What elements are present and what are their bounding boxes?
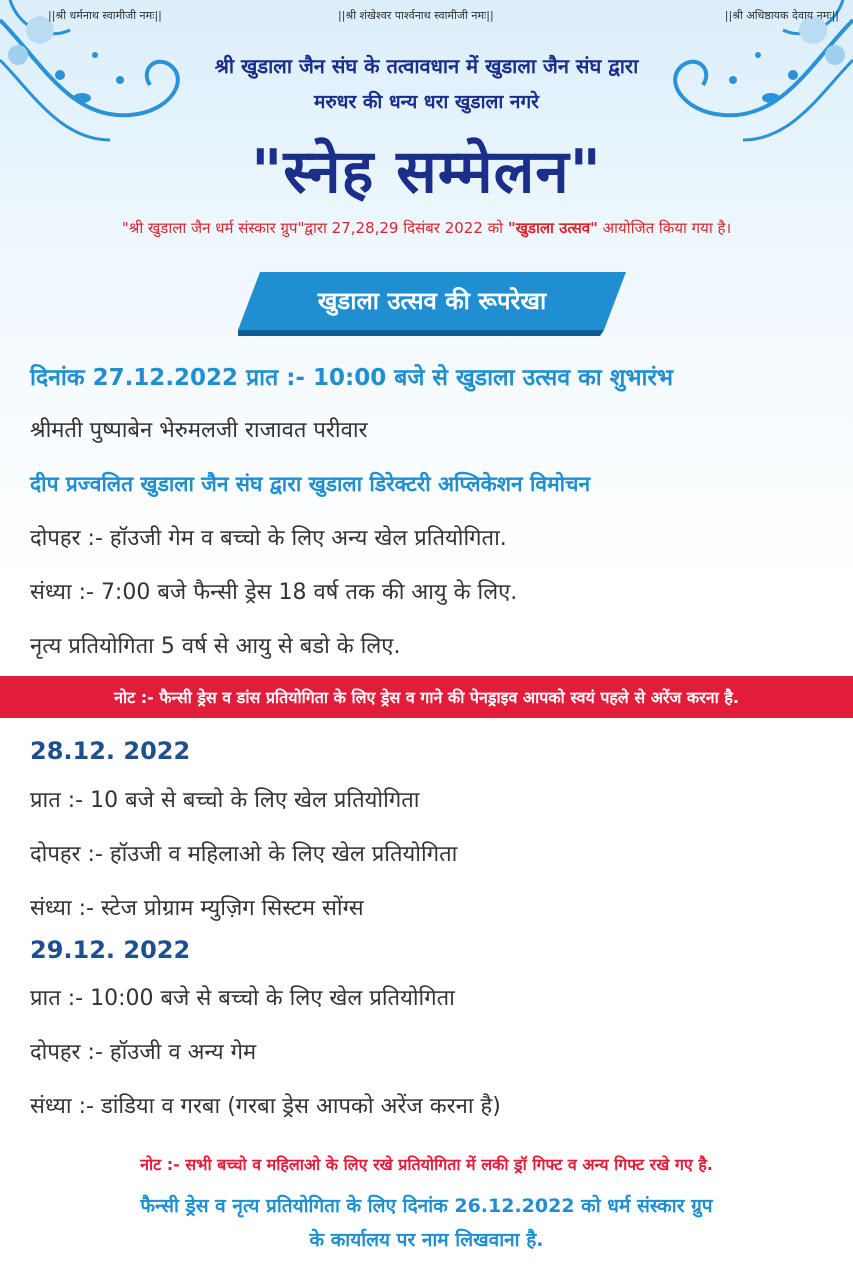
day1-dance: नृत्य प्रतियोगिता 5 वर्ष से आयु से बडो के लिए. — [30, 634, 401, 659]
day2-evening: संध्या :- स्टेज प्रोग्राम म्युज़िग सिस्टम सोंग्स — [30, 896, 364, 921]
event-title: "स्नेह सम्मेलन" — [251, 137, 602, 207]
intro-highlight: "खुडाला उत्सव" — [507, 219, 598, 237]
day1-heading: दिनांक 27.12.2022 प्रात :- 10:00 बजे से खुडाला उत्सव का शुभारंभ — [30, 365, 674, 391]
day2-afternoon: दोपहर :- हॉउजी व महिलाओ के लिए खेल प्रतियोगिता — [30, 842, 458, 867]
note-lucky-draw: नोट :- सभी बच्चो व महिलाओ के लिए रखे प्रतियोगिता में लकी ड्रॉ गिफ्ट व अन्य गिफ्ट रखे गए है. — [140, 1155, 713, 1174]
day3-morning: प्रात :- 10:00 बजे से बच्चो के लिए खेल प्रतियोगिता — [30, 986, 455, 1011]
day1-evening: संध्या :- 7:00 बजे फैन्सी ड्रेस 18 वर्ष तक की आयु के लिए. — [30, 580, 518, 605]
banner-label: खुडाला उत्सव की रूपरेखा — [317, 287, 547, 315]
day3-evening: संध्या :- डांडिया व गरबा (गरबा ड्रेस आपको अरेंज करना है) — [30, 1094, 501, 1119]
day1-family: श्रीमती पुष्पाबेन भेरुमलजी राजावत परीवार — [30, 418, 368, 443]
invocation-right: ||श्री अधिष्ठायक देवाय नमः|| — [724, 9, 839, 22]
day1-afternoon: दोपहर :- हॉउजी गेम व बच्चो के लिए अन्य खेल प्रतियोगिता. — [30, 526, 507, 551]
intro-line — [0, 218, 853, 238]
invocation-center: ||श्री शंखेश्वर पार्श्वनाथ स्वामीजी नमः|| — [338, 9, 494, 22]
registration-line-2: के कार्यालय पर नाम लिखवाना है. — [309, 1229, 544, 1251]
note-dress-dance: नोट :- फैन्सी ड्रेस व डांस प्रतियोगिता के लिए ड्रेस व गाने की पेनड्राइव आपको स्वयं पहले से अरेंज करना है. — [114, 688, 739, 707]
intro-text-1: "श्री खुडाला जैन धर्म संस्कार ग्रुप"द्वारा 27,28,29 दिसंबर 2022 को — [121, 219, 508, 237]
day1-launch: दीप प्रज्वलित खुडाला जैन संघ द्वारा खुडाला डिरेक्टरी अप्लिकेशन विमोचन — [30, 472, 591, 496]
day2-date: 28.12. 2022 — [30, 737, 191, 765]
intro-text-2: आयोजित किया गया है। — [597, 219, 732, 237]
invocation-left: ||श्री धर्मनाथ स्वामीजी नमः|| — [48, 9, 162, 22]
day2-morning: प्रात :- 10 बजे से बच्चो के लिए खेल प्रतियोगिता — [30, 788, 420, 813]
registration-line-1: फैन्सी ड्रेस व नृत्य प्रतियोगिता के लिए दिनांक 26.12.2022 को धर्म संस्कार ग्रुप — [140, 1195, 713, 1217]
header-line-2: मरुधर की धन्य धरा खुडाला नगरे — [314, 91, 539, 113]
header-line-1: श्री खुडाला जैन संघ के तत्वावधान में खुडाला जैन संघ द्वारा — [214, 54, 639, 78]
day3-date: 29.12. 2022 — [30, 936, 191, 964]
day3-afternoon: दोपहर :- हॉउजी व अन्य गेम — [30, 1040, 257, 1065]
